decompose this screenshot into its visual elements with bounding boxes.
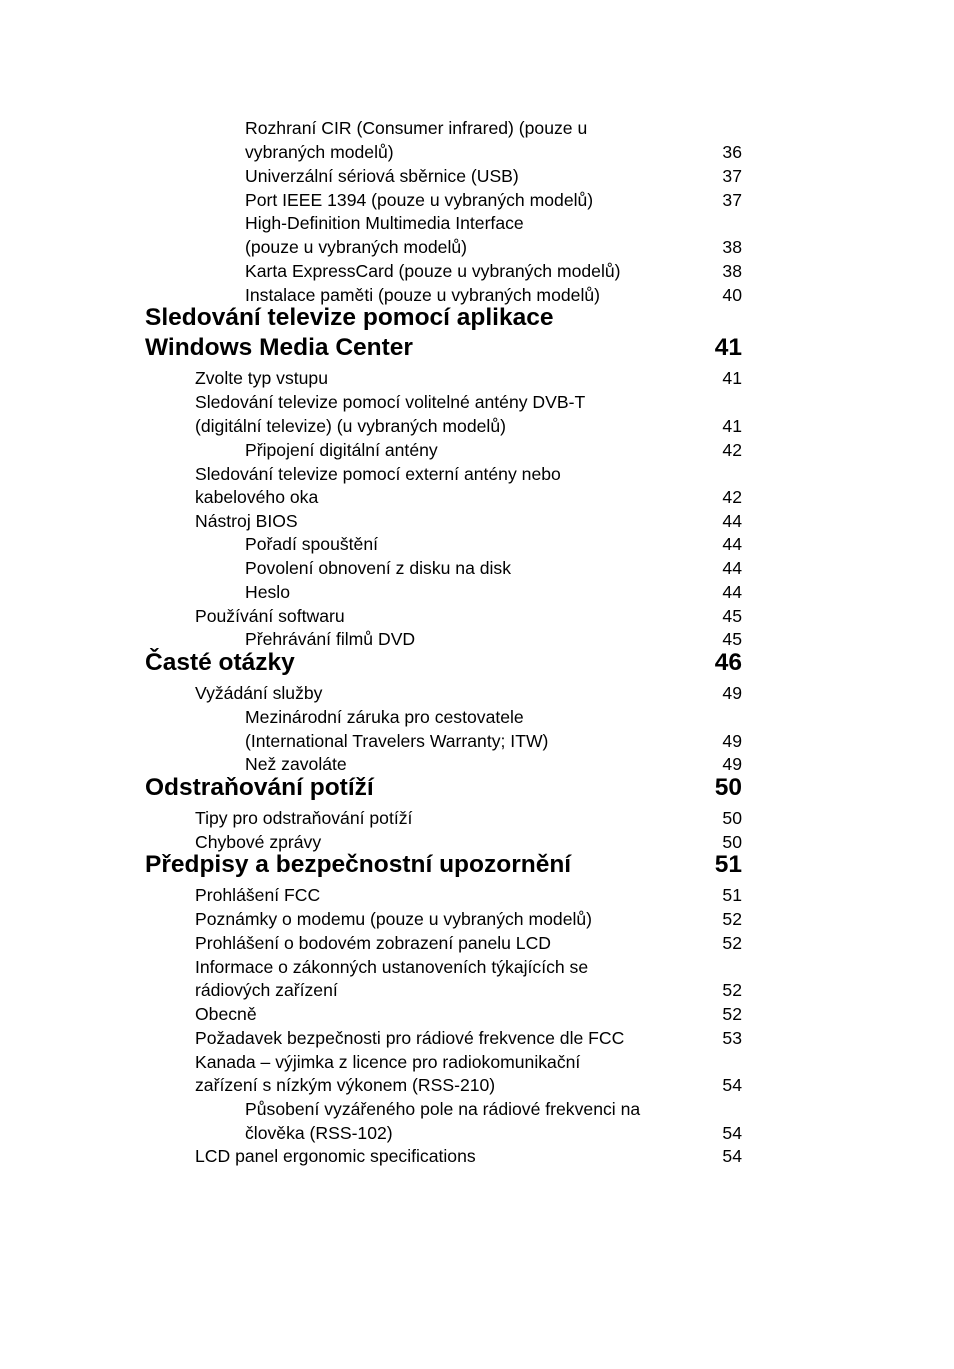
- toc-page-number: 38: [722, 261, 742, 281]
- toc-page-number: 54: [722, 1146, 742, 1166]
- toc-entry-text: rádiových zařízení: [195, 980, 338, 1000]
- toc-page-number: 46: [714, 649, 742, 676]
- toc-entry-text: Prohlášení o bodovém zobrazení panelu LCD: [195, 933, 552, 953]
- toc-page-number: 42: [722, 487, 742, 507]
- toc-page-number: 52: [722, 980, 742, 1000]
- toc-entry-text: člověka (RSS-102): [245, 1123, 393, 1143]
- toc-page-number: 45: [722, 606, 742, 626]
- toc-entry-text: Instalace paměti (pouze u vybraných modelů): [245, 285, 600, 305]
- toc-entry-text: Univerzální sériová sběrnice (USB): [245, 166, 519, 186]
- toc-entry-text: Chybové zprávy: [195, 832, 322, 852]
- toc-entry-text: Informace o zákonných ustanoveních týkajících se: [195, 957, 589, 977]
- toc-page-number: 44: [722, 582, 742, 602]
- toc-entry-text: Používání softwaru: [195, 606, 345, 626]
- toc-entry-text: Nástroj BIOS: [195, 511, 298, 531]
- toc-page-number: 54: [722, 1123, 742, 1143]
- toc-entry-text: Poznámky o modemu (pouze u vybraných modelů): [195, 909, 593, 929]
- toc-entry-text: Kanada – výjimka z licence pro radiokomunikační: [195, 1052, 581, 1072]
- toc-page-number: 40: [722, 285, 742, 305]
- toc-entry-text: (digitální televize) (u vybraných modelů): [195, 416, 506, 436]
- toc-chapter-title: Časté otázky: [145, 649, 295, 676]
- toc-entry-text: Připojení digitální antény: [245, 440, 438, 460]
- toc-entry-text: Vyžádání služby: [195, 683, 323, 703]
- toc-entry-text: Sledování televize pomocí externí antény nebo: [195, 464, 561, 484]
- toc-page-number: 38: [722, 237, 742, 257]
- toc-entry-text: Tipy pro odstraňování potíží: [195, 808, 413, 828]
- toc-entry-text: LCD panel ergonomic specifications: [195, 1146, 476, 1166]
- toc-entry-text: vybraných modelů): [245, 142, 394, 162]
- toc-entry-text: Povolení obnovení z disku na disk: [245, 558, 512, 578]
- toc-page-number: 37: [722, 190, 742, 210]
- toc-page-number: 50: [722, 832, 742, 852]
- toc-page-number: 50: [722, 808, 742, 828]
- toc-page-number: 53: [722, 1028, 742, 1048]
- toc-page-number: 44: [722, 534, 742, 554]
- toc-entry-text: Mezinárodní záruka pro cestovatele: [245, 707, 524, 727]
- toc-page-number: 50: [714, 774, 742, 801]
- toc-entry-text: Než zavoláte: [245, 754, 347, 774]
- toc-page-number: 51: [714, 851, 742, 878]
- toc-page-number: 52: [722, 933, 742, 953]
- toc-page-number: 52: [722, 909, 742, 929]
- toc-chapter-title: Windows Media Center: [145, 334, 413, 361]
- toc-entry-text: Přehrávání filmů DVD: [245, 629, 416, 649]
- toc-entry-text: Požadavek bezpečnosti pro rádiové frekvence dle FCC: [195, 1028, 625, 1048]
- toc-entry-text: Prohlášení FCC: [195, 885, 321, 905]
- toc-page-number: 44: [722, 511, 742, 531]
- toc-entry-text: Působení vyzářeného pole na rádiové frekvenci na: [245, 1099, 641, 1119]
- toc-page-number: 41: [722, 416, 742, 436]
- toc-entry-text: Pořadí spouštění: [245, 534, 379, 554]
- toc-entry-text: kabelového oka: [195, 487, 319, 507]
- toc-chapter-title: Odstraňování potíží: [145, 774, 374, 801]
- toc-page-number: 49: [722, 683, 742, 703]
- toc-entry-text: Obecně: [195, 1004, 257, 1024]
- toc-chapter-title: Sledování televize pomocí aplikace: [145, 304, 554, 331]
- toc-page-number: 41: [722, 368, 742, 388]
- toc-entry-text: Zvolte typ vstupu: [195, 368, 328, 388]
- toc-entry-text: Heslo: [245, 582, 290, 602]
- toc-page-number: 49: [722, 731, 742, 751]
- toc-entry-text: Rozhraní CIR (Consumer infrared) (pouze u: [245, 118, 588, 138]
- toc-entry-text: (pouze u vybraných modelů): [245, 237, 467, 257]
- toc-entry-text: Sledování televize pomocí volitelné antény DVB-T: [195, 392, 586, 412]
- toc-chapter-title: Předpisy a bezpečnostní upozornění: [145, 851, 572, 878]
- toc-page-number: 52: [722, 1004, 742, 1024]
- toc-page-number: 42: [722, 440, 742, 460]
- toc-page-number: 49: [722, 754, 742, 774]
- toc-entry-text: Karta ExpressCard (pouze u vybraných modelů): [245, 261, 621, 281]
- toc-page-number: 37: [722, 166, 742, 186]
- toc-page-number: 44: [722, 558, 742, 578]
- toc-entry-text: Port IEEE 1394 (pouze u vybraných modelů): [245, 190, 594, 210]
- toc-page-number: 54: [722, 1075, 742, 1095]
- toc-page-number: 51: [722, 885, 742, 905]
- toc-entry-text: zařízení s nízkým výkonem (RSS-210): [195, 1075, 496, 1095]
- toc-page-number: 36: [722, 142, 742, 162]
- toc-entry-text: (International Travelers Warranty; ITW): [245, 731, 549, 751]
- toc-page-number: 41: [714, 334, 742, 361]
- toc-page-number: 45: [722, 629, 742, 649]
- toc-entry-text: High-Definition Multimedia Interface: [245, 213, 524, 233]
